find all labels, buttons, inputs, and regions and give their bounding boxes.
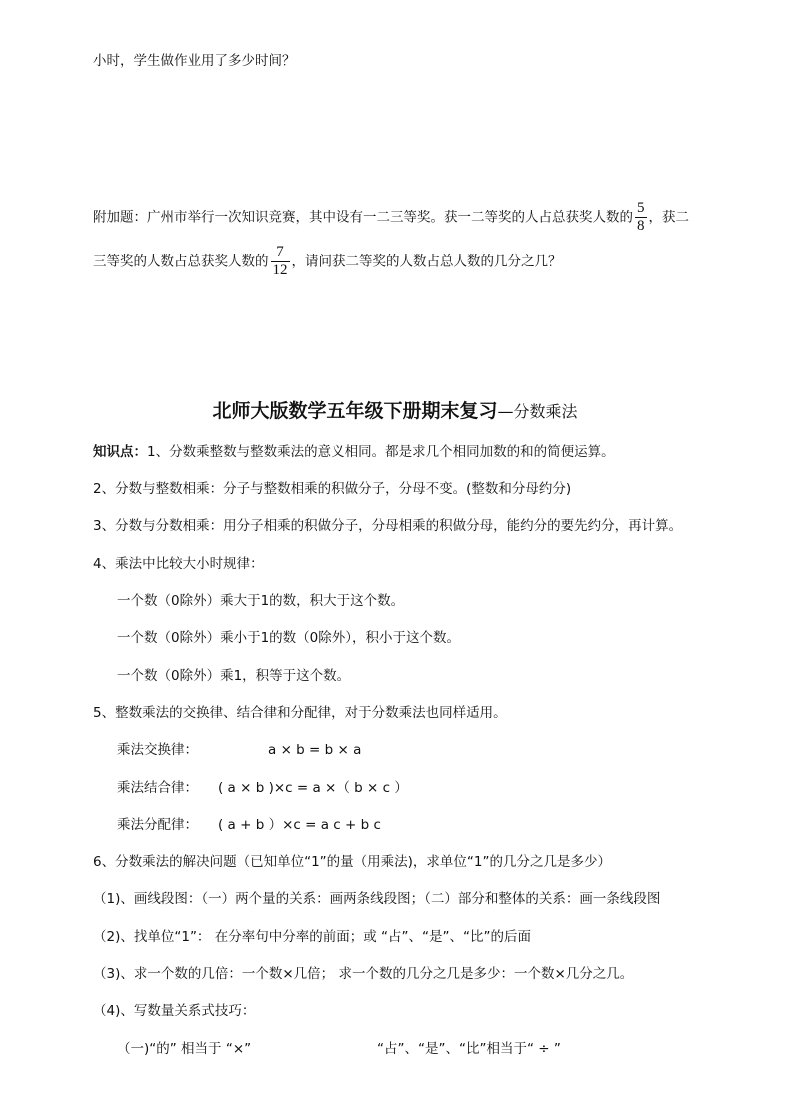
knowledge-label: 知识点： <box>93 444 147 460</box>
rule-equal-one: 一个数（0除外）乘1，积等于这个数。 <box>117 668 351 684</box>
rule-less-than-one: 一个数（0除外）乘小于1的数（0除外），积小于这个数。 <box>117 630 461 646</box>
step-find-multiple: （3)、求一个数的几倍：一个数×几倍； 求一个数的几分之几是多少：一个数×几分之几。 <box>93 966 634 982</box>
tip-de-means-times: （一)“的” 相当于 “×” <box>117 1041 252 1057</box>
knowledge-point-5: 5、整数乘法的交换律、结合律和分配律，对于分数乘法也同样适用。 <box>93 705 507 721</box>
fraction-numerator: 5 <box>637 200 645 216</box>
distributive-law-formula: ( a + b ）×c = a c + b c <box>218 817 381 833</box>
section-title-sub: —分数乘法 <box>497 402 578 421</box>
bonus-text-part: 三等奖的人数占总获奖人数的 <box>93 253 269 270</box>
step-draw-diagram: （1)、画线段图：（一）两个量的关系：画两条线段图；（二）部分和整体的关系：画一条线段图 <box>93 891 661 907</box>
commutative-law-formula: a × b = b × a <box>268 742 362 758</box>
knowledge-point-3: 3、分数与分数相乘：用分子相乘的积做分子，分母相乘的积做分母，能约分的要先约分，再计算。 <box>93 518 683 534</box>
bonus-question-line-1 <box>93 200 689 235</box>
bonus-question-line-2 <box>93 244 562 279</box>
section-title-main: 北师大版数学五年级下册期末复习 <box>212 400 498 422</box>
bonus-text-part: 附加题：广州市举行一次知识竞赛，其中设有一二三等奖。获一二等奖的人占总获奖人数的 <box>93 209 633 226</box>
fraction-denominator: 8 <box>637 218 645 234</box>
associative-law-label: 乘法结合律： <box>117 780 198 796</box>
step-write-relation: （4)、写数量关系式技巧： <box>93 1003 256 1019</box>
fraction-denominator: 12 <box>272 262 288 278</box>
rule-greater-than-one: 一个数（0除外）乘大于1的数，积大于这个数。 <box>117 593 405 609</box>
knowledge-point-6: 6、分数乘法的解决问题（已知单位“1”的量（用乘法)，求单位“1”的几分之几是多少） <box>93 854 612 870</box>
tip-words-mean-divide: “占”、“是”、“比”相当于“ ÷ ” <box>377 1041 561 1057</box>
commutative-law-label: 乘法交换律： <box>117 742 198 758</box>
fraction-five-eighths <box>635 200 647 235</box>
distributive-law-label: 乘法分配律： <box>117 817 198 833</box>
knowledge-point-4: 4、乘法中比较大小时规律： <box>93 556 264 572</box>
fraction-seven-twelfths <box>271 244 290 279</box>
bonus-text-part: ，请问获二等奖的人数占总人数的几分之几？ <box>291 253 562 270</box>
fraction-numerator: 7 <box>271 244 290 262</box>
knowledge-point-1 <box>93 443 615 461</box>
step-find-unit-one: （2)、找单位“1”： 在分率句中分率的前面；或 “占”、“是”、“比”的后面 <box>93 929 531 945</box>
continued-question-text: 小时，学生做作业用了多少时间？ <box>93 53 296 69</box>
knowledge-text: 1、分数乘整数与整数乘法的意义相同。都是求几个相同加数的和的简便运算。 <box>147 444 615 460</box>
bonus-text-part: ，获二 <box>648 209 689 226</box>
knowledge-point-2: 2、分数与整数相乘：分子与整数相乘的积做分子，分母不变。(整数和分母约分) <box>93 481 572 497</box>
section-title <box>0 396 790 423</box>
associative-law-formula: ( a × b )×c = a ×（ b × c ） <box>218 780 408 796</box>
